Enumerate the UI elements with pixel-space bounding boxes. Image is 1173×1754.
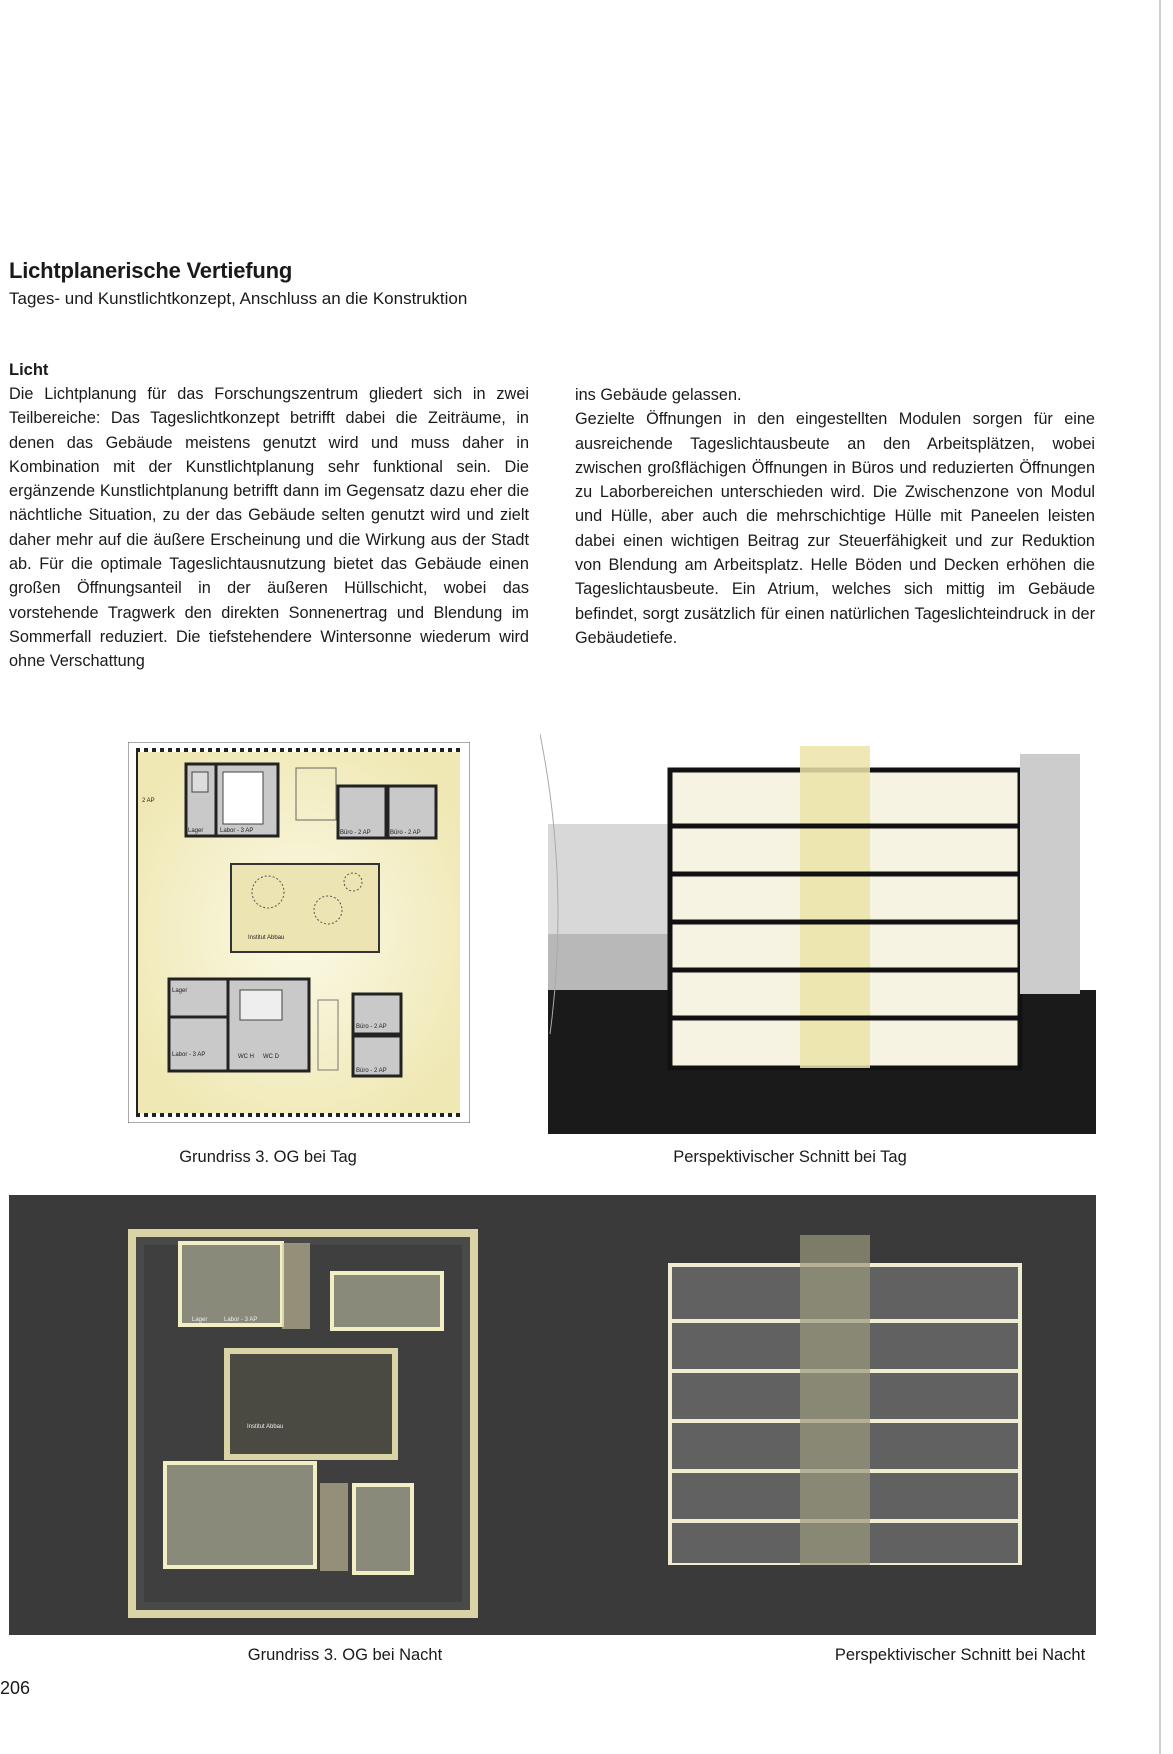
page-subtitle: Tages- und Kunstlichtkonzept, Anschluss an die Konstruktion (9, 289, 468, 308)
plan-label-lager-top: Lager (188, 828, 204, 834)
plan-label-institut: Institut Abbau (248, 935, 285, 941)
paragraph-right-first-line: ins Gebäude gelassen. (575, 386, 742, 404)
page-number: 206 (0, 1678, 31, 1698)
night-label-labor: Labor - 3 AP (224, 1317, 258, 1323)
plan-label-labor-top: Labor - 3 AP (220, 828, 254, 834)
plan-label-2ap: 2 AP (142, 798, 155, 804)
floor-plan-day-image (128, 742, 470, 1123)
section-day-image (540, 734, 1096, 1134)
page-edge-line (1159, 0, 1161, 1754)
plan-label-buero-1: Büro - 2 AP (340, 830, 371, 836)
page-title: Lichtplanerische Vertiefung (9, 258, 293, 283)
plan-label-wch: WC H (238, 1054, 254, 1060)
plan-label-wcd: WC D (263, 1054, 279, 1060)
plan-label-buero-4: Büro - 2 AP (356, 1068, 387, 1074)
text-column-left (9, 358, 529, 674)
plan-label-buero-2: Büro - 2 AP (390, 830, 421, 836)
caption-plan-night: Grundriss 3. OG bei Nacht (247, 1646, 443, 1664)
text-column-right (575, 383, 1095, 650)
paragraph-right: Gezielte Öffnungen in den eingestellten Modulen sorgen für eine ausreichende Tageslichtausbeute an den Arbeitsplätzen, wobei zwischen großflächigen Öffnungen in Büros und reduzierten Öffnungen zu Laborbereichen unterschieden wird. Die Zwischenzone von Modul und Hülle, aber auch die mehrschichtige Hülle mit Paneelen leisten dabei einen wichtigen Beitrag zur Steuerfähigkeit und zur Reduktion von Blendung am Arbeitsplatz. Helle Böden und Decken erhöhen die Tageslichtausbeute. Ein Atrium, welches sich mittig im Gebäude befindet, sorgt zusätzlich für einen natürlichen Tageslichteindruck in der Gebäudetiefe. (575, 410, 1095, 647)
paragraph-left: Die Lichtplanung für das Forschungszentrum gliedert sich in zwei Teilbereiche: Das Tageslichtkonzept betrifft dabei die Zeiträume, in denen das Gebäude meistens genutzt wird und muss daher in Kombination mit der Kunstlichtplanung sehr funktional sein. Die ergänzende Kunstlichtplanung betrifft dann im Gegensatz dazu eher die nächtliche Situation, zu der das Gebäude selten genutzt wird und zielt daher mehr auf die äußere Erscheinung und die Wirkung aus der Stadt ab. Für die optimale Tageslichtausnutzung bietet das Gebäude einen großen Öffnungsanteil in der äußeren Hüllschicht, wobei das vorstehende Tragwerk den direkten Sonnenertrag und Blendung im Sommerfall reduziert. Die tiefstehendere Wintersonne wiederum wird ohne Verschattung (9, 385, 529, 671)
plan-label-buero-3: Büro - 2 AP (356, 1024, 387, 1030)
caption-plan-day: Grundriss 3. OG bei Tag (179, 1148, 357, 1166)
plan-label-labor-bottom: Labor - 3 AP (172, 1052, 206, 1058)
floor-plan-night-image (9, 1195, 1096, 1635)
caption-section-day: Perspektivischer Schnitt bei Tag (673, 1148, 907, 1166)
night-label-lager: Lager (192, 1317, 208, 1323)
section-heading: Licht (9, 361, 49, 379)
caption-section-night: Perspektivischer Schnitt bei Nacht (834, 1646, 1086, 1664)
night-label-institut: Institut Abbau (247, 1424, 284, 1430)
plan-label-lager-bottom: Lager (172, 988, 188, 994)
